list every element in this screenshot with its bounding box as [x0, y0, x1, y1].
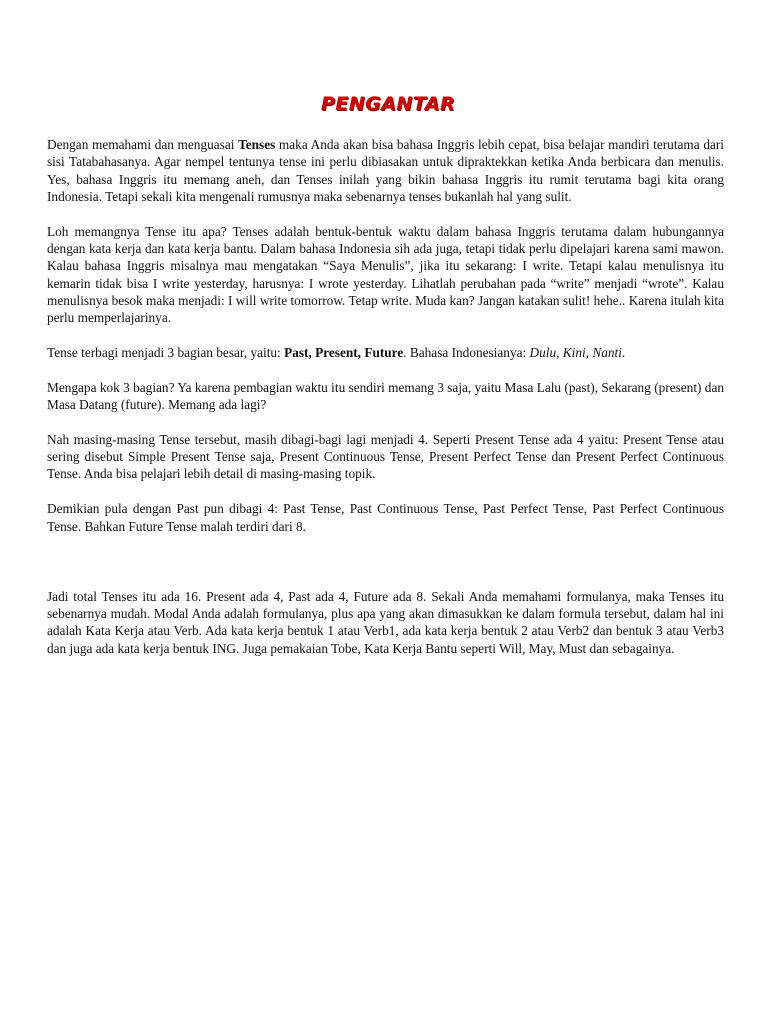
paragraph-three-parts-italic: Dulu, Kini, Nanti: [529, 344, 622, 360]
paragraph-three-parts: [47, 344, 724, 361]
paragraph-why-three: Mengapa kok 3 bagian? Ya karena pembagian waktu itu sendiri memang 3 saja, yaitu Masa Lalu (past), Sekarang (present) dan Masa Datang (future). Memang ada lagi?: [47, 379, 724, 413]
paragraph-three-parts-text-a: Tense terbagi menjadi 3 bagian besar, yaitu:: [47, 344, 285, 360]
paragraph-present-tenses: Nah masing-masing Tense tersebut, masih dibagi-bagi lagi menjadi 4. Seperti Present Tense ada 4 yaitu: Present Tense atau sering disebut Simple Present Tense saja, Present Continuous Tense, Present Perfect Tense dan Present Perfect Continuous Tense. Anda bisa pelajari lebih detail di masing-masing topik.: [47, 431, 724, 482]
paragraph-three-parts-bold: Past, Present, Future: [284, 344, 404, 360]
paragraph-intro-bold-tenses: Tenses: [238, 137, 276, 152]
document-body: [47, 136, 724, 675]
paragraph-three-parts-text-e: .: [621, 344, 626, 360]
paragraph-three-parts-text-c: . Bahasa Indonesianya:: [403, 344, 530, 360]
paragraph-total-tenses: Jadi total Tenses itu ada 16. Present ada 4, Past ada 4, Future ada 8. Sekali Anda memahami formulanya, maka Tenses itu sebenarnya mudah. Modal Anda adalah formulanya, plus apa yang akan dimasukkan ke dalam formula tersebut, dalam hal ini adalah Kata Kerja atau Verb. Ada kata kerja bentuk 1 atau Verb1, ada kata kerja bentuk 2 atau Verb2 dan bentuk 3 atau Verb3 dan juga ada kata kerja bentuk ING. Juga pemakaian Tobe, Kata Kerja Bantu seperti Will, May, Must dan sebagainya.: [47, 588, 724, 656]
paragraph-intro: [47, 136, 724, 205]
paragraph-intro-text-a: Dengan memahami dan menguasai: [47, 137, 239, 152]
paragraph-intro-text-c: maka Anda akan bisa bahasa Inggris lebih cepat, bisa belajar mandiri terutama dari sisi Tatabahasanya. Agar nempel tentunya tense ini perlu dibiasakan untuk dipraktekkan ketika Anda berbicara dan menulis. Yes, bahasa Inggris itu memang aneh, dan Tenses inilah yang bikin bahasa Inggris itu rumit terutama bagi kita orang Indonesia. Tetapi sekali kita mengenali rumusnya maka sebenarnya tenses bukanlah hal yang sulit.: [47, 137, 724, 204]
paragraph-definition: Loh memangnya Tense itu apa? Tenses adalah bentuk-bentuk waktu dalam bahasa Inggris terutama dalam hubungannya dengan kata kerja dan kata kerja bantu. Dalam bahasa Indonesia sih ada juga, tetapi tidak perlu dipelajari karena sami mawon. Kalau bahasa Inggris misalnya mau mengatakan “Saya Menulis”, jika itu sekarang: I write. Tetapi kalau menulisnya itu kemarin tidak bisa I write yesterday, harusnya: I wrote yesterday. Lihatlah perubahan pada “write” menjadi “wrote”. Kalau menulisnya besok maka menjadi: I will write tomorrow. Tetap write. Muda kan? Jangan katakan sulit! hehe.. Karena itulah kita perlu memperlajarinya.: [47, 223, 724, 326]
page-title: PENGANTAR: [320, 93, 456, 115]
paragraph-past-tenses: Demikian pula dengan Past pun dibagi 4: Past Tense, Past Continuous Tense, Past Perfect Tense, Past Perfect Continuous Tense. Bahkan Future Tense malah terdiri dari 8.: [47, 501, 724, 534]
